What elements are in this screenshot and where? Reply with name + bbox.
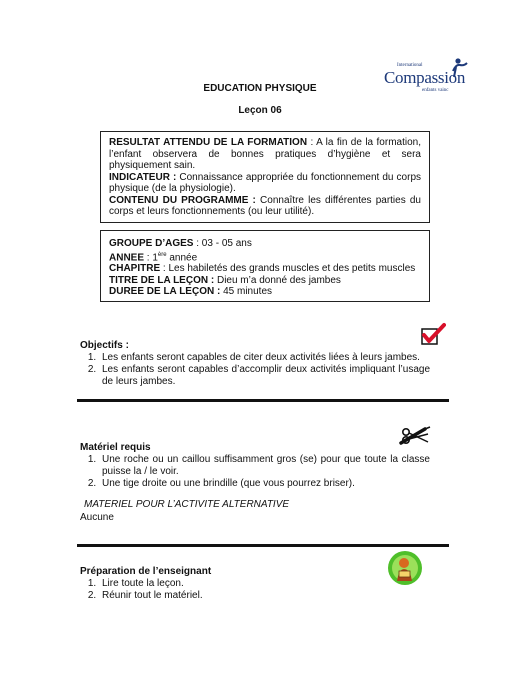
alt-materials-heading: MATERIEL POUR L’ACTIVITE ALTERNATIVE <box>84 499 290 510</box>
logo-brand: Compassion <box>384 68 466 87</box>
document-title: EDUCATION PHYSIQUE <box>203 83 317 94</box>
section-divider <box>77 399 449 402</box>
age-group: GROUPE D’AGES : 03 - 05 ans <box>109 238 252 249</box>
alt-materials-text: Aucune <box>80 512 114 523</box>
list-item: 1. Les enfants seront capables de citer deux activités liées à leurs jambes. <box>99 352 430 364</box>
indicator: INDICATEUR : Connaissance appropriée du fonctionnement du corps physique (de la physiologie). <box>109 171 422 194</box>
logo-tagline-top: International <box>397 63 423 68</box>
section-divider <box>77 544 449 547</box>
lesson-number: Leçon 06 <box>238 105 282 116</box>
compassion-logo <box>384 55 474 97</box>
logo-tagline-bottom: enfants vainc <box>422 88 449 93</box>
preparation-heading: Préparation de l’enseignant <box>80 566 212 577</box>
list-item: 2. Réunir tout le matériel. <box>99 590 430 602</box>
expected-result: RESULTAT ATTENDU DE LA FORMATION : A la fin de la formation, l’enfant observera de bonnes pratiques d’hygiène et sera physiquement sain. <box>109 137 421 171</box>
preparation-list <box>80 578 430 602</box>
list-item: 2. Une tige droite ou une brindille (que vous pourrez briser). <box>99 478 430 490</box>
objectives-heading: Objectifs : <box>80 340 129 351</box>
list-item: 1. Une roche ou un caillou suffisamment gros (se) pour que toute la classe puisse la / le voir. <box>99 454 430 478</box>
pencil-scissors-icon <box>398 425 432 447</box>
training-outcome-box <box>100 131 430 223</box>
program-content: CONTENU DU PROGRAMME : Connaître les différentes parties du corps et leurs fonctionnements (ou leur utilité). <box>109 194 421 217</box>
year: ANNEE : 1ère année <box>109 251 198 263</box>
checkbox-check-icon <box>420 322 446 348</box>
lesson-title: TITRE DE LA LEÇON : Dieu m’a donné des jambes <box>109 274 341 286</box>
list-item: 1. Lire toute la leçon. <box>99 578 430 590</box>
lesson-info-box <box>100 230 430 302</box>
materials-list <box>80 454 430 490</box>
list-item: 2. Les enfants seront capables d’accomplir deux activités impliquant l’usage de leurs jambes. <box>99 364 430 388</box>
chapter: CHAPITRE : Les habiletés des grands muscles et des petits muscles <box>109 263 416 275</box>
objectives-list <box>80 352 430 388</box>
materials-heading: Matériel requis <box>80 442 151 453</box>
lesson-duration: DUREE DE LA LEÇON : 45 minutes <box>109 286 273 298</box>
